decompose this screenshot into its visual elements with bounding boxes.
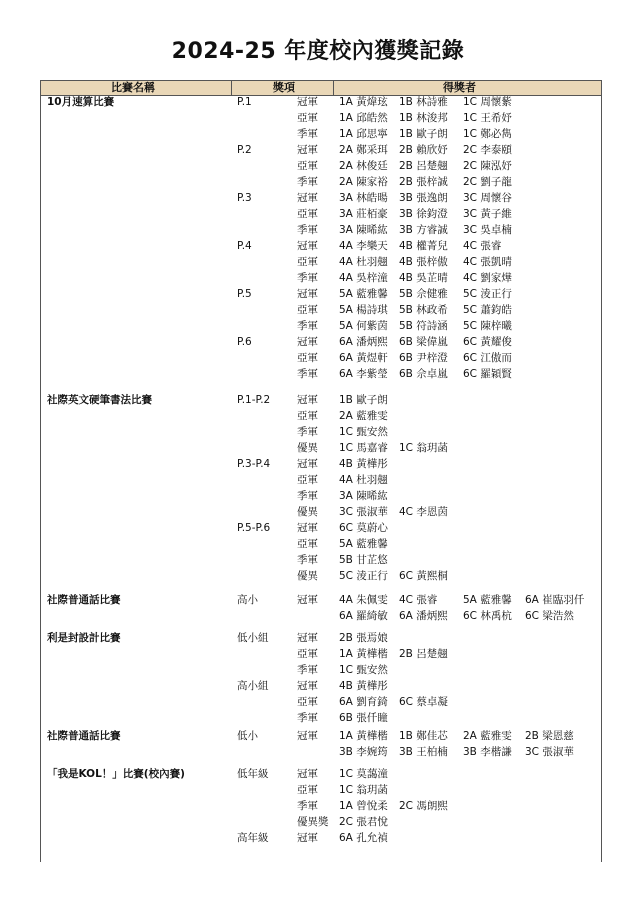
winner-name: 4C 張凱晴 [463, 256, 512, 268]
winner-name: 1B 林浚邦 [399, 112, 448, 124]
award-rank: 冠軍 [297, 394, 318, 406]
winner-name: 2A 藍雅雯 [339, 410, 388, 422]
table-row [41, 222, 601, 238]
winner-name: 1A 黃煒玹 [339, 96, 388, 108]
winner-name: 3B 王柏楠 [399, 746, 448, 758]
competition-name: 「我是KOL！」比賽(校內賽) [47, 768, 185, 780]
award-rank: 冠軍 [297, 288, 318, 300]
winner-name: 5C 淩正行 [339, 570, 388, 582]
table-row [41, 678, 601, 694]
table-row [41, 190, 601, 206]
award-rank: 冠軍 [297, 336, 318, 348]
winner-name: 1C 翁玥菡 [339, 784, 388, 796]
grade-level: 高小 [237, 594, 258, 606]
table-row [41, 408, 601, 424]
winner-name: 3A 陳晞紘 [339, 224, 388, 236]
winner-name: 5B 佘健雅 [399, 288, 448, 300]
competition-name: 利是封設計比賽 [47, 632, 121, 644]
winner-name: 4A 李樂天 [339, 240, 388, 252]
table-row [41, 318, 601, 334]
winner-name: 2A 林俊廷 [339, 160, 388, 172]
table-row [41, 744, 601, 760]
table-row [41, 728, 601, 744]
winner-name: 3B 李楷謙 [463, 746, 512, 758]
winner-name: 1B 林詩雅 [399, 96, 448, 108]
table-row [41, 814, 601, 830]
page-title: 2024-25 年度校內獲獎記錄 [171, 39, 465, 64]
award-rank: 冠軍 [297, 192, 318, 204]
winner-name: 5B 林政希 [399, 304, 448, 316]
table-row [41, 350, 601, 366]
winner-name: 6C 羅穎賢 [463, 368, 512, 380]
header-award: 獎項 [273, 81, 295, 94]
winner-name: 2C 馮朗熙 [399, 800, 448, 812]
table-row [41, 456, 601, 472]
award-rank: 季軍 [297, 426, 318, 438]
winner-name: 6B 梁偉嵐 [399, 336, 448, 348]
award-rank: 亞軍 [297, 208, 318, 220]
winner-name: 1B 歐子朗 [399, 128, 448, 140]
award-rank: 優異 [297, 442, 318, 454]
winner-name: 2C 李泰頤 [463, 144, 512, 156]
table-row [41, 782, 601, 798]
award-rank: 季軍 [297, 490, 318, 502]
table-row [41, 424, 601, 440]
table-row [41, 694, 601, 710]
winner-name: 4A 杜羽翹 [339, 256, 388, 268]
award-rank: 季軍 [297, 320, 318, 332]
award-rank: 亞軍 [297, 256, 318, 268]
award-rank: 冠軍 [297, 96, 318, 108]
winner-name: 6C 梁浩然 [525, 610, 574, 622]
award-rank: 季軍 [297, 224, 318, 236]
award-rank: 冠軍 [297, 832, 318, 844]
winner-name: 4A 杜羽翹 [339, 474, 388, 486]
winner-name: 5A 藍雅馨 [339, 538, 388, 550]
award-rank: 亞軍 [297, 538, 318, 550]
winner-name: 2A 陳家裕 [339, 176, 388, 188]
table-row [41, 568, 601, 584]
award-rank: 亞軍 [297, 352, 318, 364]
grade-level: P.1 [237, 96, 252, 108]
award-rank: 季軍 [297, 128, 318, 140]
winner-name: 2C 陳泓妤 [463, 160, 512, 172]
grade-level: P.3-P.4 [237, 458, 271, 470]
competition-name: 10月速算比賽 [47, 96, 115, 108]
grade-level: 低小組 [237, 632, 269, 644]
winner-name: 2B 梁恩慈 [525, 730, 574, 742]
winner-name: 1A 黃樺楷 [339, 730, 388, 742]
winner-name: 4A 朱佩雯 [339, 594, 388, 606]
table-row [41, 536, 601, 552]
winner-name: 4C 劉家燁 [463, 272, 512, 284]
winner-name: 1C 甄安然 [339, 664, 388, 676]
table-row [41, 334, 601, 350]
winner-name: 4B 黃樺彤 [339, 458, 388, 470]
header-divider [333, 81, 334, 95]
award-rank: 季軍 [297, 554, 318, 566]
award-rank: 亞軍 [297, 410, 318, 422]
award-rank: 冠軍 [297, 632, 318, 644]
winner-name: 3C 張淑華 [339, 506, 388, 518]
winner-name: 5A 楊詩琪 [339, 304, 388, 316]
award-rank: 亞軍 [297, 696, 318, 708]
winner-name: 4A 吳梓潼 [339, 272, 388, 284]
grade-level: P.4 [237, 240, 252, 252]
table-row [41, 392, 601, 408]
table-row [41, 158, 601, 174]
table-row [41, 270, 601, 286]
winner-name: 6A 羅綺敏 [339, 610, 388, 622]
award-rank: 季軍 [297, 800, 318, 812]
grade-level: 高年級 [237, 832, 269, 844]
award-rank: 優異 [297, 570, 318, 582]
winner-name: 4C 張睿 [399, 594, 438, 606]
competition-name: 社際普通話比賽 [47, 730, 121, 742]
winner-name: 1A 黃樺楷 [339, 648, 388, 660]
winner-name: 3A 林皓暘 [339, 192, 388, 204]
winner-name: 2A 藍雅雯 [463, 730, 512, 742]
winner-name: 6A 潘炳熙 [339, 336, 388, 348]
table-row [41, 630, 601, 646]
award-rank: 冠軍 [297, 240, 318, 252]
grade-level: 高小組 [237, 680, 269, 692]
winner-name: 6B 佘卓嵐 [399, 368, 448, 380]
table-row [41, 504, 601, 520]
winner-name: 3B 李婉筠 [339, 746, 388, 758]
table-row [41, 440, 601, 456]
winner-name: 2B 張焉娘 [339, 632, 388, 644]
winner-name: 4C 張睿 [463, 240, 502, 252]
competition-name: 社際普通話比賽 [47, 594, 121, 606]
table-row [41, 286, 601, 302]
award-rank: 冠軍 [297, 594, 318, 606]
winner-name: 6B 尹梓澄 [399, 352, 448, 364]
header-divider [231, 81, 232, 95]
winner-name: 6A 孔允禎 [339, 832, 388, 844]
winner-name: 3C 黃子維 [463, 208, 512, 220]
winner-name: 1C 周懷紫 [463, 96, 512, 108]
winner-name: 1C 馬嘉睿 [339, 442, 388, 454]
winner-name: 3B 張逸朗 [399, 192, 448, 204]
table-row [41, 366, 601, 382]
winner-name: 5A 何紫茵 [339, 320, 388, 332]
table-row [41, 126, 601, 142]
grade-level: P.6 [237, 336, 252, 348]
grade-level: 低年級 [237, 768, 269, 780]
winner-name: 1C 王希妤 [463, 112, 512, 124]
award-rank: 季軍 [297, 272, 318, 284]
award-rank: 冠軍 [297, 680, 318, 692]
winner-name: 6A 崔臨羽仟 [525, 594, 585, 606]
winner-name: 5C 蕭鈞皓 [463, 304, 512, 316]
table-row [41, 110, 601, 126]
winner-name: 4B 張梓傲 [399, 256, 448, 268]
grade-level: P.2 [237, 144, 252, 156]
grade-level: 低小 [237, 730, 258, 742]
award-rank: 亞軍 [297, 304, 318, 316]
winner-name: 2B 賴欣妤 [399, 144, 448, 156]
winner-name: 3A 陳晞紘 [339, 490, 388, 502]
award-rank: 亞軍 [297, 474, 318, 486]
winner-name: 6C 黃耀俊 [463, 336, 512, 348]
award-rank: 冠軍 [297, 730, 318, 742]
award-rank: 季軍 [297, 368, 318, 380]
table-row [41, 238, 601, 254]
winner-name: 3C 張淑華 [525, 746, 574, 758]
table-row [41, 174, 601, 190]
winner-name: 6A 劉育錡 [339, 696, 388, 708]
grade-level: P.5 [237, 288, 252, 300]
winner-name: 3C 吳卓楠 [463, 224, 512, 236]
table-row [41, 302, 601, 318]
winner-name: 4B 吳芷晴 [399, 272, 448, 284]
winner-name: 6A 李紫瑩 [339, 368, 388, 380]
header-competition: 比賽名稱 [111, 81, 155, 94]
winner-name: 4B 黃樺彤 [339, 680, 388, 692]
winner-name: 1C 甄安然 [339, 426, 388, 438]
table-row [41, 646, 601, 662]
winner-name: 2B 呂楚翹 [399, 160, 448, 172]
winner-name: 3B 徐鈞澄 [399, 208, 448, 220]
winner-name: 6C 蔡卓凝 [399, 696, 448, 708]
winner-name: 6B 張仟瞳 [339, 712, 388, 724]
winner-name: 1C 鄭必雋 [463, 128, 512, 140]
table-row [41, 488, 601, 504]
winner-name: 5A 藍雅馨 [339, 288, 388, 300]
winner-name: 5C 淩正行 [463, 288, 512, 300]
winner-name: 3C 周懷谷 [463, 192, 512, 204]
table-row [41, 206, 601, 222]
winner-name: 5B 甘芷悠 [339, 554, 388, 566]
table-row [41, 94, 601, 110]
grade-level: P.3 [237, 192, 252, 204]
grade-level: P.5-P.6 [237, 522, 271, 534]
winner-name: 1B 歐子朗 [339, 394, 388, 406]
winner-name: 2B 張梓誠 [399, 176, 448, 188]
header-winners: 得獎者 [443, 81, 476, 94]
table-row [41, 766, 601, 782]
award-rank: 優異 [297, 506, 318, 518]
winner-name: 1A 邱皓然 [339, 112, 388, 124]
table-row [41, 662, 601, 678]
winner-name: 1C 翁玥菡 [399, 442, 448, 454]
winner-name: 6C 黃熙桐 [399, 570, 448, 582]
award-rank: 亞軍 [297, 160, 318, 172]
winner-name: 6A 黃煜軒 [339, 352, 388, 364]
winner-name: 5C 陳梓曦 [463, 320, 512, 332]
grade-level: P.1-P.2 [237, 394, 271, 406]
table-row [41, 608, 601, 624]
winner-name: 2B 呂楚翹 [399, 648, 448, 660]
winner-name: 1B 鄭佳芯 [399, 730, 448, 742]
winner-name: 1A 曾悅柔 [339, 800, 388, 812]
award-rank: 亞軍 [297, 112, 318, 124]
award-rank: 冠軍 [297, 768, 318, 780]
table-row [41, 830, 601, 846]
table-row [41, 592, 601, 608]
table-row [41, 552, 601, 568]
table-row [41, 142, 601, 158]
award-rank: 亞軍 [297, 784, 318, 796]
table-row [41, 520, 601, 536]
winner-name: 1C 莫藹潼 [339, 768, 388, 780]
award-rank: 季軍 [297, 664, 318, 676]
winner-name: 3A 莊栢豪 [339, 208, 388, 220]
award-rank: 冠軍 [297, 144, 318, 156]
winner-name: 6A 潘炳熙 [399, 610, 448, 622]
awards-table [40, 80, 602, 862]
competition-name: 社際英文硬筆書法比賽 [47, 394, 152, 406]
table-row [41, 254, 601, 270]
award-rank: 優異獎 [297, 816, 329, 828]
winner-name: 4B 權菁兒 [399, 240, 448, 252]
winner-name: 4C 李恩茵 [399, 506, 448, 518]
winner-name: 5A 藍雅馨 [463, 594, 512, 606]
table-row [41, 472, 601, 488]
winner-name: 1A 邱思寧 [339, 128, 388, 140]
award-rank: 冠軍 [297, 458, 318, 470]
winner-name: 6C 莫蔚心 [339, 522, 388, 534]
award-rank: 季軍 [297, 712, 318, 724]
winner-name: 2C 張君悅 [339, 816, 388, 828]
award-rank: 亞軍 [297, 648, 318, 660]
award-rank: 冠軍 [297, 522, 318, 534]
table-row [41, 798, 601, 814]
winner-name: 3B 方睿誠 [399, 224, 448, 236]
winner-name: 5B 符詩涵 [399, 320, 448, 332]
table-row [41, 710, 601, 726]
award-rank: 季軍 [297, 176, 318, 188]
winner-name: 2C 劉子龍 [463, 176, 512, 188]
winner-name: 6C 江傲而 [463, 352, 512, 364]
winner-name: 2A 鄭采珥 [339, 144, 388, 156]
winner-name: 6C 林禹杭 [463, 610, 512, 622]
